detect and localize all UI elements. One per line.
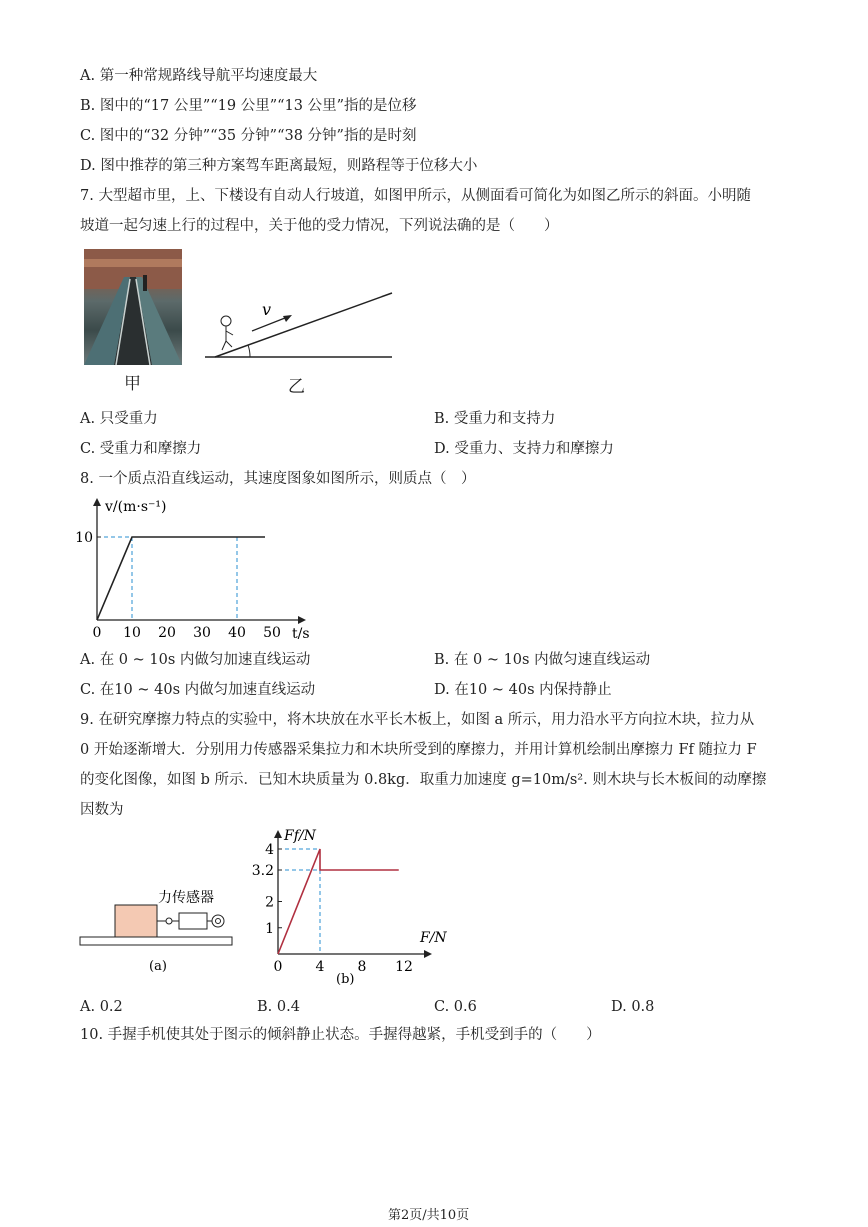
q6-option-b: B. 图中的“17 公里”“19 公里”“13 公里”指的是位移 xyxy=(80,98,417,114)
velocity-time-chart xyxy=(70,492,320,644)
ff-x-axis-label: F/N xyxy=(420,930,447,946)
q9-stem-line4: 因数为 xyxy=(80,802,124,818)
vt-y-arrow xyxy=(93,498,101,506)
ff-x-tick-0: 0 xyxy=(273,959,283,975)
q8-option-a: A. 在 0 ~ 10s 内做匀加速直线运动 xyxy=(80,652,311,668)
vt-x-tick-5: 50 xyxy=(263,625,281,641)
friction-force-chart xyxy=(250,826,450,990)
q7-stem-line1: 7. 大型超市里，上、下楼设有自动人行坡道，如图甲所示，从侧面看可简化为如图乙所示的斜面。小明随 xyxy=(80,188,751,204)
incline-diagram xyxy=(200,285,400,365)
velocity-label: v xyxy=(262,300,272,319)
q7-option-b: B. 受重力和支持力 xyxy=(434,411,556,427)
vt-x-tick-0: 0 xyxy=(92,625,102,641)
ff-x-tick-1: 4 xyxy=(315,959,325,975)
vt-x-tick-3: 30 xyxy=(193,625,211,641)
figure-b-label: (b) xyxy=(336,972,355,987)
ff-y-tick-0: 1 xyxy=(265,920,274,937)
q7-stem-line2: 坡道一起匀速上行的过程中，关于他的受力情况，下列说法确的是（ ） xyxy=(80,218,559,234)
vt-y-tick-0: 10 xyxy=(75,530,93,546)
q9-option-b: B. 0.4 xyxy=(257,999,300,1015)
apparatus-diagram xyxy=(78,880,238,975)
vt-x-tick-2: 20 xyxy=(158,625,176,641)
vt-x-tick-1: 10 xyxy=(123,625,141,641)
ff-y-arrow xyxy=(274,830,282,838)
vt-series-line-0 xyxy=(97,537,265,620)
ff-y-tick-3: 4 xyxy=(265,842,274,858)
q7-option-c: C. 受重力和摩擦力 xyxy=(80,441,202,457)
ff-x-tick-3: 12 xyxy=(395,959,413,975)
q7-option-d: D. 受重力、支持力和摩擦力 xyxy=(434,441,614,457)
q6-option-d: D. 图中推荐的第三种方案驾车距离最短，则路程等于位移大小 xyxy=(80,158,478,174)
q9-option-a: A. 0.2 xyxy=(80,999,123,1015)
ff-y-axis-label: Ff/N xyxy=(284,828,316,844)
q7-option-a: A. 只受重力 xyxy=(80,411,158,427)
q9-option-d: D. 0.8 xyxy=(611,999,655,1015)
figure-label-jia: 甲 xyxy=(124,374,141,394)
q9-option-c: C. 0.6 xyxy=(434,999,477,1015)
q9-stem-line1: 9. 在研究摩擦力特点的实验中，将木块放在水平长木板上，如图 a 所示，用力沿水平方向拉木块，拉力从 xyxy=(80,712,755,728)
ff-x-tick-2: 8 xyxy=(357,959,367,975)
vt-y-axis-label: v/(m·s⁻¹) xyxy=(105,499,167,515)
q6-option-c: C. 图中的“32 分钟”“35 分钟”“38 分钟”指的是时刻 xyxy=(80,128,417,144)
vt-x-arrow xyxy=(298,616,306,624)
figure-a-label: (a) xyxy=(149,959,167,974)
vt-x-axis-label: t/s xyxy=(292,626,310,642)
q9-stem-line2: 0 开始逐渐增大．分别用力传感器采集拉力和木块所受到的摩擦力，并用计算机绘制出摩擦力 Ff 随拉力 F xyxy=(80,742,757,758)
q8-option-d: D. 在10 ~ 40s 内保持静止 xyxy=(434,682,612,698)
q8-option-b: B. 在 0 ~ 10s 内做匀速直线运动 xyxy=(434,652,651,668)
ff-series-line-0 xyxy=(278,849,399,954)
q6-option-a: A. 第一种常规路线导航平均速度最大 xyxy=(80,68,318,84)
ff-y-tick-1: 2 xyxy=(265,894,274,911)
force-sensor-label: 力传感器 xyxy=(158,890,214,906)
q8-stem-line1: 8. 一个质点沿直线运动，其速度图象如图所示，则质点（ ） xyxy=(80,471,476,487)
ff-y-tick-2: 3.2 xyxy=(251,863,274,879)
q8-option-c: C. 在10 ~ 40s 内做匀加速直线运动 xyxy=(80,682,316,698)
escalator-photo xyxy=(84,249,182,365)
vt-x-tick-4: 40 xyxy=(228,625,246,641)
page-footer: 第2页/共10页 xyxy=(388,1208,470,1223)
q10-stem-line1: 10. 手握手机使其处于图示的倾斜静止状态。手握得越紧，手机受到手的（ ） xyxy=(80,1027,601,1043)
q9-stem-line3: 的变化图像，如图 b 所示．已知木块质量为 0.8kg．取重力加速度 g=10m/s². 则木块与长木板间的动摩擦 xyxy=(80,772,767,788)
figure-label-yi: 乙 xyxy=(288,377,305,397)
ff-x-arrow xyxy=(424,950,432,958)
